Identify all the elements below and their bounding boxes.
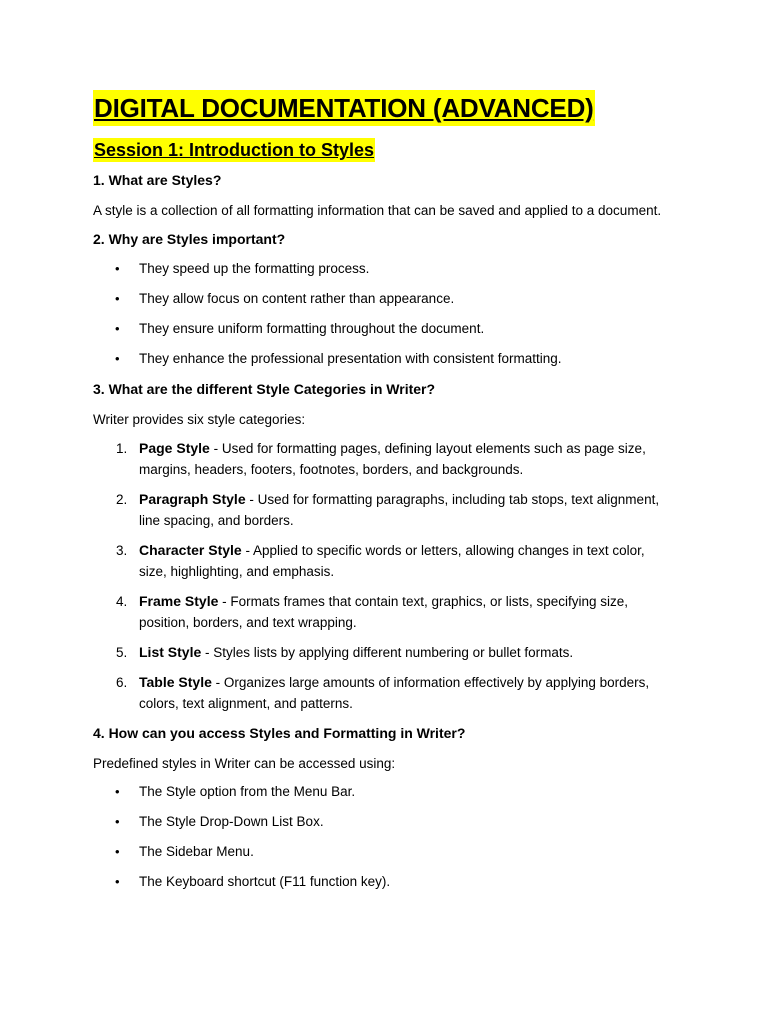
list-item-text: The Keyboard shortcut (F11 function key). (139, 874, 391, 889)
answer-1: A style is a collection of all formatting information that can be saved and applied to a document. (93, 203, 662, 218)
category-item (93, 489, 672, 531)
list-item (93, 872, 672, 892)
category-item (93, 540, 672, 582)
question-2: 2. Why are Styles important? (93, 231, 286, 247)
item-number: 4. (116, 594, 128, 609)
category-description: - Used for formatting paragraphs, including tab stops, text alignment, line spacing, and borders. (139, 492, 660, 528)
access-methods-list (93, 782, 672, 892)
list-item-text: The Style option from the Menu Bar. (139, 784, 356, 799)
category-term: Table Style (139, 674, 212, 690)
category-item (93, 438, 672, 480)
bullet-icon: • (115, 321, 120, 336)
category-description: - Styles lists by applying different numbering or bullet formats. (201, 645, 574, 660)
categories-intro: Writer provides six style categories: (93, 412, 306, 427)
list-item-text: They allow focus on content rather than appearance. (139, 291, 455, 306)
question-4: 4. How can you access Styles and Formatting in Writer? (93, 725, 466, 741)
category-item (93, 591, 672, 633)
list-item (93, 319, 672, 339)
category-term: Frame Style (139, 593, 219, 609)
list-item (93, 812, 672, 832)
category-description: - Formats frames that contain text, graphics, or lists, specifying size, position, borders, and text wrapping. (139, 594, 629, 630)
list-item-text: The Sidebar Menu. (139, 844, 254, 859)
bullet-icon: • (115, 261, 120, 276)
item-number: 3. (116, 543, 128, 558)
session-heading: Session 1: Introduction to Styles (94, 140, 375, 160)
document-title: DIGITAL DOCUMENTATION (ADVANCED) (93, 90, 595, 126)
list-item (93, 289, 672, 309)
question-1: 1. What are Styles? (93, 172, 222, 188)
list-item (93, 842, 672, 862)
category-term: Page Style (139, 440, 210, 456)
category-term: Paragraph Style (139, 491, 246, 507)
question-3: 3. What are the different Style Categories in Writer? (93, 381, 436, 397)
item-number: 1. (116, 441, 128, 456)
bullet-icon: • (115, 844, 120, 859)
category-term: Character Style (139, 542, 242, 558)
access-intro: Predefined styles in Writer can be accessed using: (93, 756, 396, 771)
style-categories-list (93, 438, 672, 714)
bullet-icon: • (115, 814, 120, 829)
item-number: 5. (116, 645, 128, 660)
list-item (93, 782, 672, 802)
category-description: - Used for formatting pages, defining layout elements such as page size, margins, headers, footers, footnotes, borders, and backgrounds. (139, 441, 646, 477)
list-item-text: They speed up the formatting process. (139, 261, 370, 276)
category-item (93, 672, 672, 714)
category-item (93, 642, 672, 663)
list-item-text: They enhance the professional presentation with consistent formatting. (139, 351, 562, 366)
bullet-icon: • (115, 784, 120, 799)
category-term: List Style (139, 644, 202, 660)
bullet-icon: • (115, 291, 120, 306)
list-item-text: The Style Drop-Down List Box. (139, 814, 324, 829)
importance-list (93, 259, 672, 369)
list-item-text: They ensure uniform formatting throughout the document. (139, 321, 485, 336)
item-number: 2. (116, 492, 128, 507)
bullet-icon: • (115, 874, 120, 889)
item-number: 6. (116, 675, 128, 690)
list-item (93, 349, 672, 369)
list-item (93, 259, 672, 279)
category-description: - Organizes large amounts of information effectively by applying borders, colors, text alignment, and patterns. (139, 675, 650, 711)
bullet-icon: • (115, 351, 120, 366)
category-description: - Applied to specific words or letters, allowing changes in text color, size, highlighting, and emphasis. (139, 543, 645, 579)
